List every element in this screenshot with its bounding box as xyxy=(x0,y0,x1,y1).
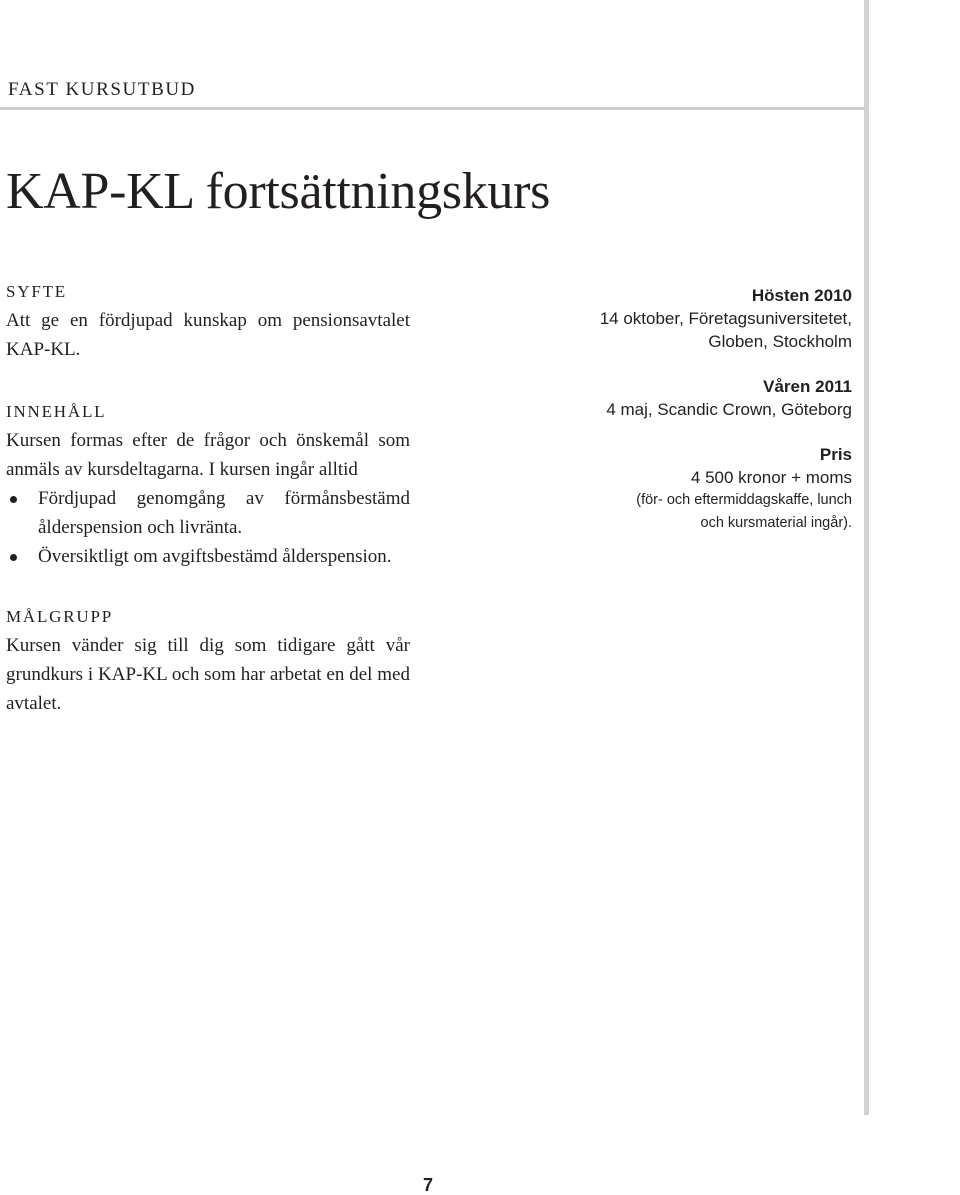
info-heading-autumn: Hösten 2010 xyxy=(751,286,852,305)
section-body-innehall: Kursen formas efter de frågor och önskemål som anmäls av kursdeltagarna. I kursen ingår alltid xyxy=(6,430,410,480)
course-description-column xyxy=(6,276,410,718)
info-heading-price: Pris xyxy=(819,445,852,464)
kicker-text: FAST KURSUTBUD xyxy=(8,79,196,100)
info-spring-line1: 4 maj, Scandic Crown, Göteborg xyxy=(606,400,852,419)
page-number: 7 xyxy=(422,1175,433,1195)
header-rule xyxy=(0,107,866,110)
section-kicker xyxy=(8,78,196,101)
list-item xyxy=(6,542,410,571)
section-innehall xyxy=(6,396,410,571)
section-heading-innehall: INNEHÅLL xyxy=(6,402,107,421)
info-price-note1: (för- och eftermiddagskaffe, lunch xyxy=(636,492,852,508)
section-heading-syfte: SYFTE xyxy=(6,282,67,301)
bullet-text: Fördjupad genomgång av förmånsbestämd ålderspension och livränta. xyxy=(38,488,410,538)
info-autumn-line1: 14 oktober, Företagsuniversitetet, xyxy=(599,309,852,328)
section-body-syfte: Att ge en fördjupad kunskap om pensionsavtalet KAP-KL. xyxy=(6,310,410,360)
bullet-icon xyxy=(10,554,17,561)
info-price-amount: 4 500 kronor + moms xyxy=(690,468,852,487)
bullet-icon xyxy=(10,496,17,503)
section-body-malgrupp: Kursen vänder sig till dig som tidigare gått vår grundkurs i KAP-KL och som har arbetat en del med avtalet. xyxy=(6,635,410,714)
info-autumn-line2: Globen, Stockholm xyxy=(708,332,852,351)
info-spring xyxy=(560,375,852,421)
info-heading-spring: Våren 2011 xyxy=(763,377,852,396)
margin-rule-vertical xyxy=(864,0,869,1115)
content-bullet-list xyxy=(6,484,410,571)
section-malgrupp xyxy=(6,601,410,718)
list-item xyxy=(6,484,410,542)
section-heading-malgrupp: MÅLGRUPP xyxy=(6,607,113,626)
info-price xyxy=(560,443,852,535)
course-info-column xyxy=(560,284,852,535)
bullet-text: Översiktligt om avgiftsbestämd ålderspension. xyxy=(38,546,392,567)
section-syfte xyxy=(6,276,410,364)
info-price-note2: och kursmaterial ingår). xyxy=(700,515,852,531)
info-autumn xyxy=(560,284,852,353)
page-title: KAP-KL fortsättningskurs xyxy=(6,163,551,220)
